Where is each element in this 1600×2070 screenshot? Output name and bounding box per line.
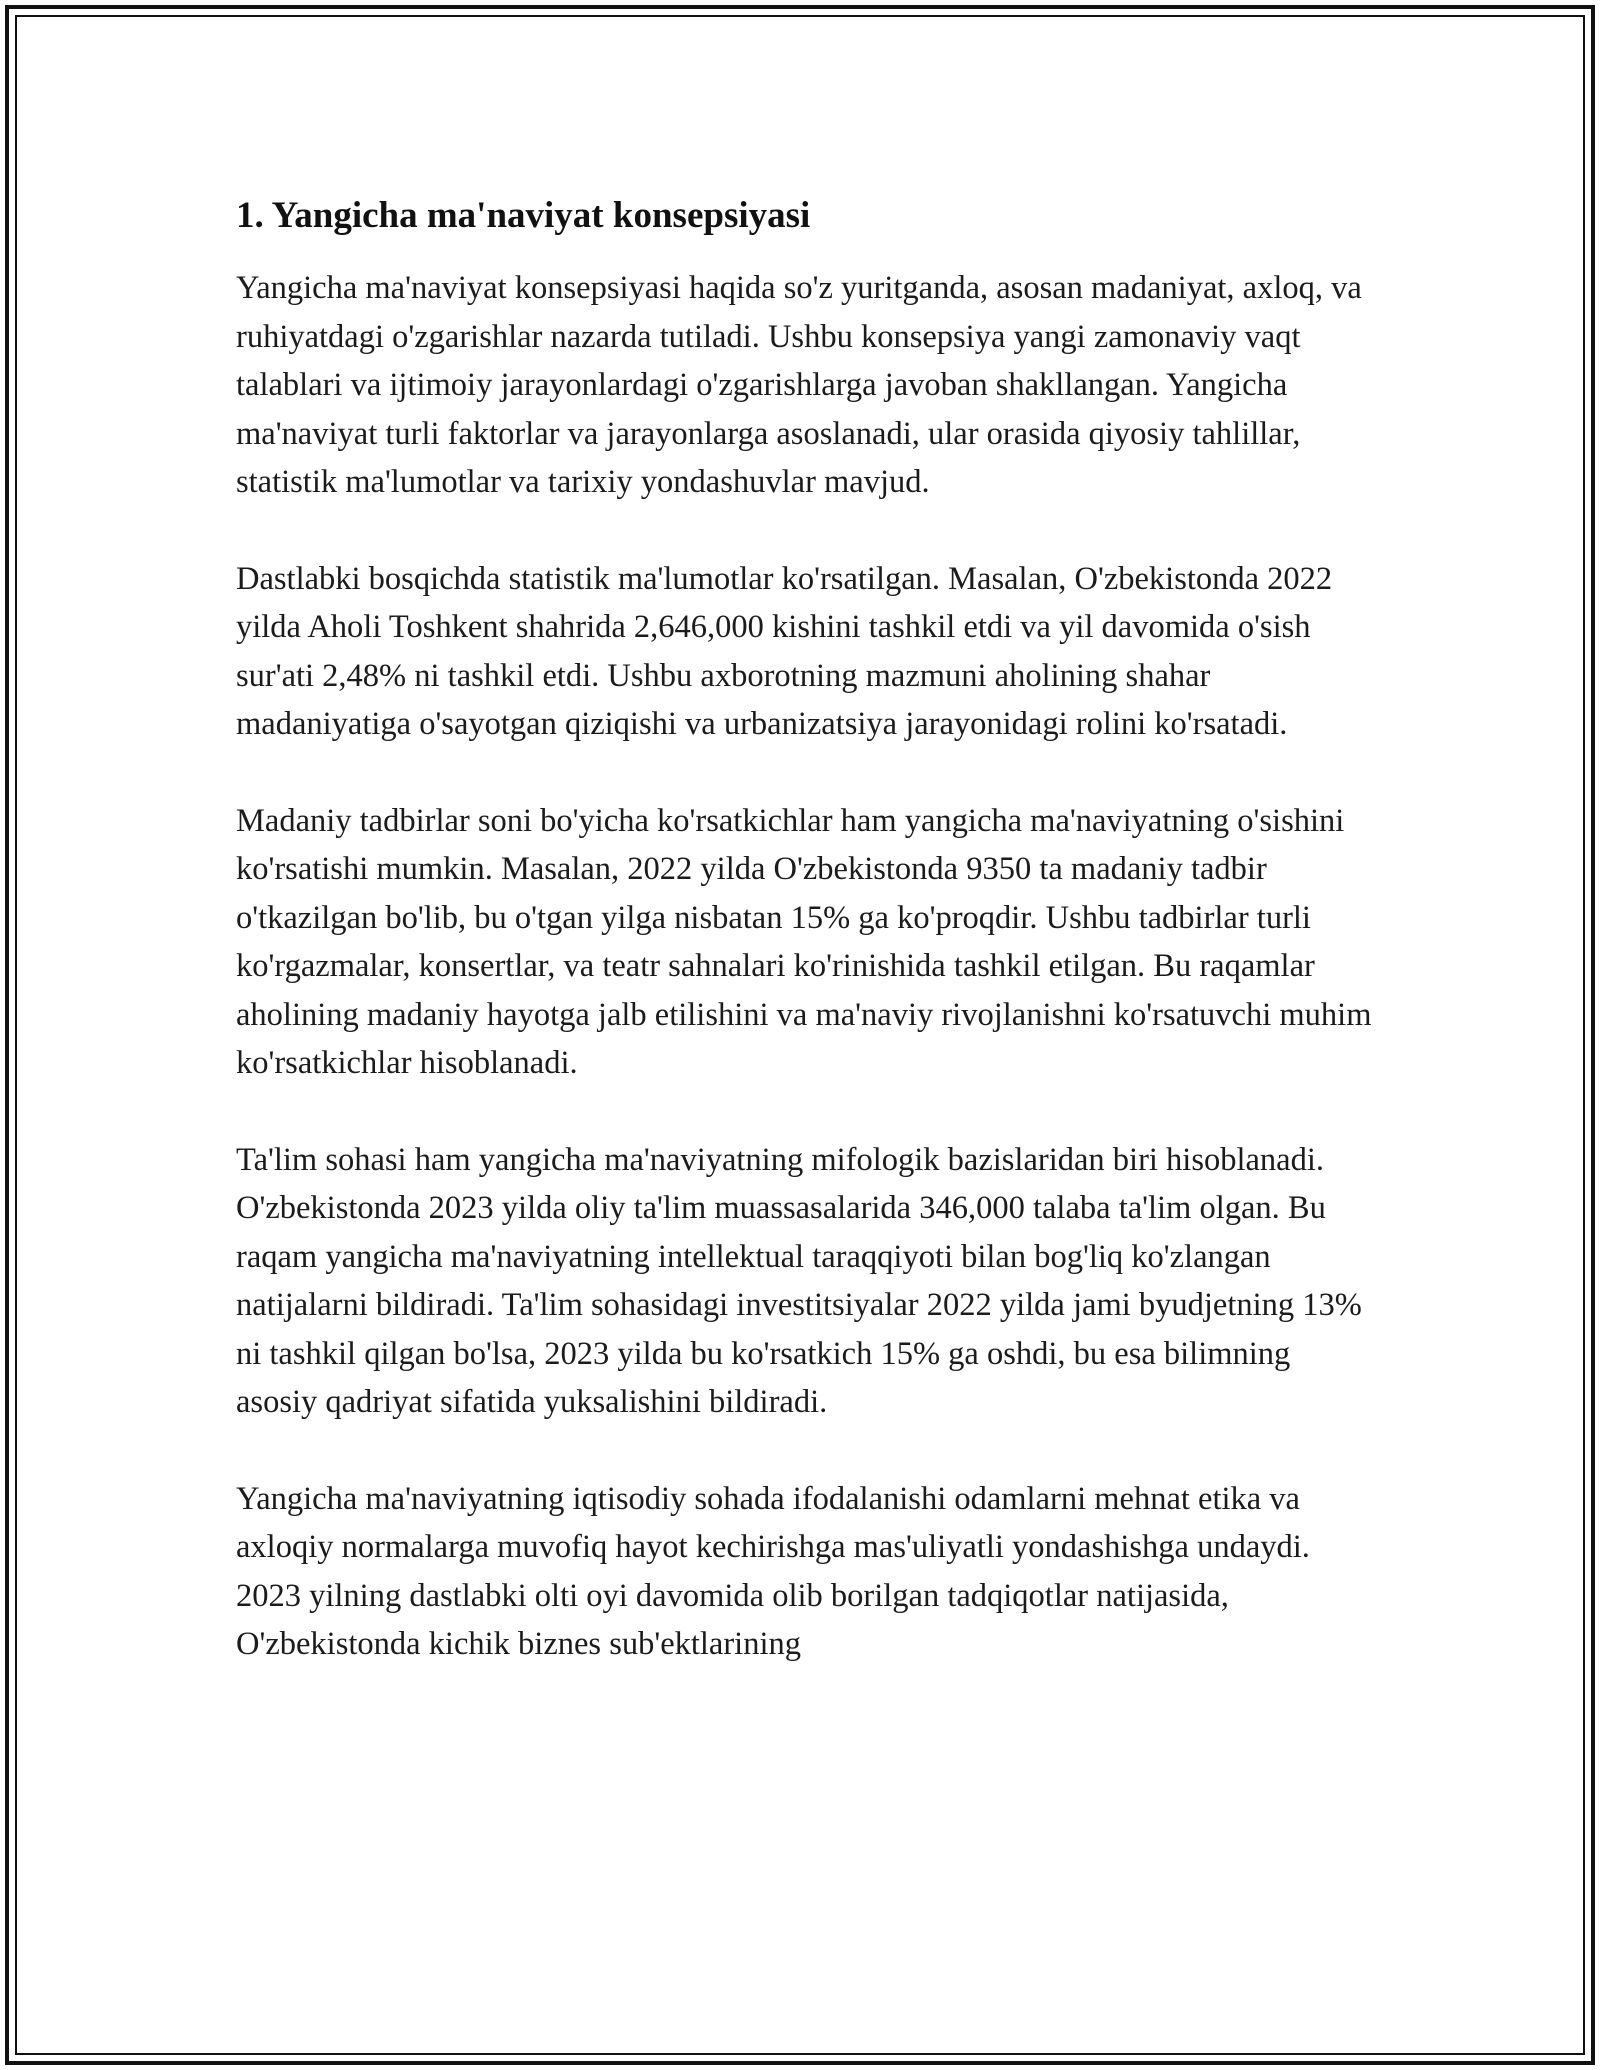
paragraph-education: Ta'lim sohasi ham yangicha ma'naviyatning mifologik bazislaridan biri hisoblanadi. O'zbekistonda 2023 yilda oliy ta'lim muassasalarida 346,000 talaba ta'lim olgan. Bu raqam yangicha ma'naviyatning intellektual taraqqiyoti bilan bog'liq ko'zlangan natijalarni bildiradi. Ta'lim sohasidagi investitsiyalar 2022 yilda jami byudjetning 13% ni tashkil qilgan bo'lsa, 2023 yilda bu ko'rsatkich 15% ga oshdi, bu esa bilimning asosiy qadriyat sifatida yuksalishini bildiradi.	[236, 1141, 1362, 1420]
section-heading: 1. Yangicha ma'naviyat konsepsiyasi	[236, 195, 811, 236]
paragraph-concept-intro: Yangicha ma'naviyat konsepsiyasi haqida so'z yuritganda, asosan madaniyat, axloq, va ruhiyatdagi o'zgarishlar nazarda tutiladi. Ushbu konsepsiya yangi zamonaviy vaqt talablari va ijtimoiy jarayonlardagi o'zgarishlarga javoban shakllangan. Yangicha ma'naviyat turli faktorlar va jarayonlarga asoslanadi, ular orasida qiyosiy tahlillar, statistik ma'lumotlar va tarixiy yondashuvlar mavjud.	[236, 270, 1362, 500]
paragraph-cultural-events: Madaniy tadbirlar soni bo'yicha ko'rsatkichlar ham yangicha ma'naviyatning o'sishini ko'rsatishi mumkin. Masalan, 2022 yilda O'zbekistonda 9350 ta madaniy tadbir o'tkazilgan bo'lib, bu o'tgan yilga nisbatan 15% ga ko'proqdir. Ushbu tadbirlar turli ko'rgazmalar, konsertlar, va teatr sahnalari ko'rinishida tashkil etilgan. Bu raqamlar aholining madaniy hayotga jalb etilishini va ma'naviy rivojlanishni ko'rsatuvchi muhim ko'rsatkichlar hisoblanadi.	[236, 802, 1372, 1081]
paragraph-population-stats: Dastlabki bosqichda statistik ma'lumotlar ko'rsatilgan. Masalan, O'zbekistonda 2022 yilda Aholi Toshkent shahrida 2,646,000 kishini tashkil etdi va yil davomida o'sish sur'ati 2,48% ni tashkil etdi. Ushbu axborotning mazmuni aholining shahar madaniyatiga o'sayotgan qiziqishi va urbanizatsiya jarayonidagi rolini ko'rsatadi.	[236, 560, 1333, 742]
document-page	[236, 188, 1376, 1717]
paragraph-economy: Yangicha ma'naviyatning iqtisodiy sohada ifodalanishi odamlarni mehnat etika va axloqiy normalarga muvofiq hayot kechirishga mas'uliyatli yondashishga undaydi. 2023 yilning dastlabki olti oyi davomida olib borilgan tadqiqotlar natijasida, O'zbekistonda kichik biznes sub'ektlarining	[236, 1480, 1310, 1662]
